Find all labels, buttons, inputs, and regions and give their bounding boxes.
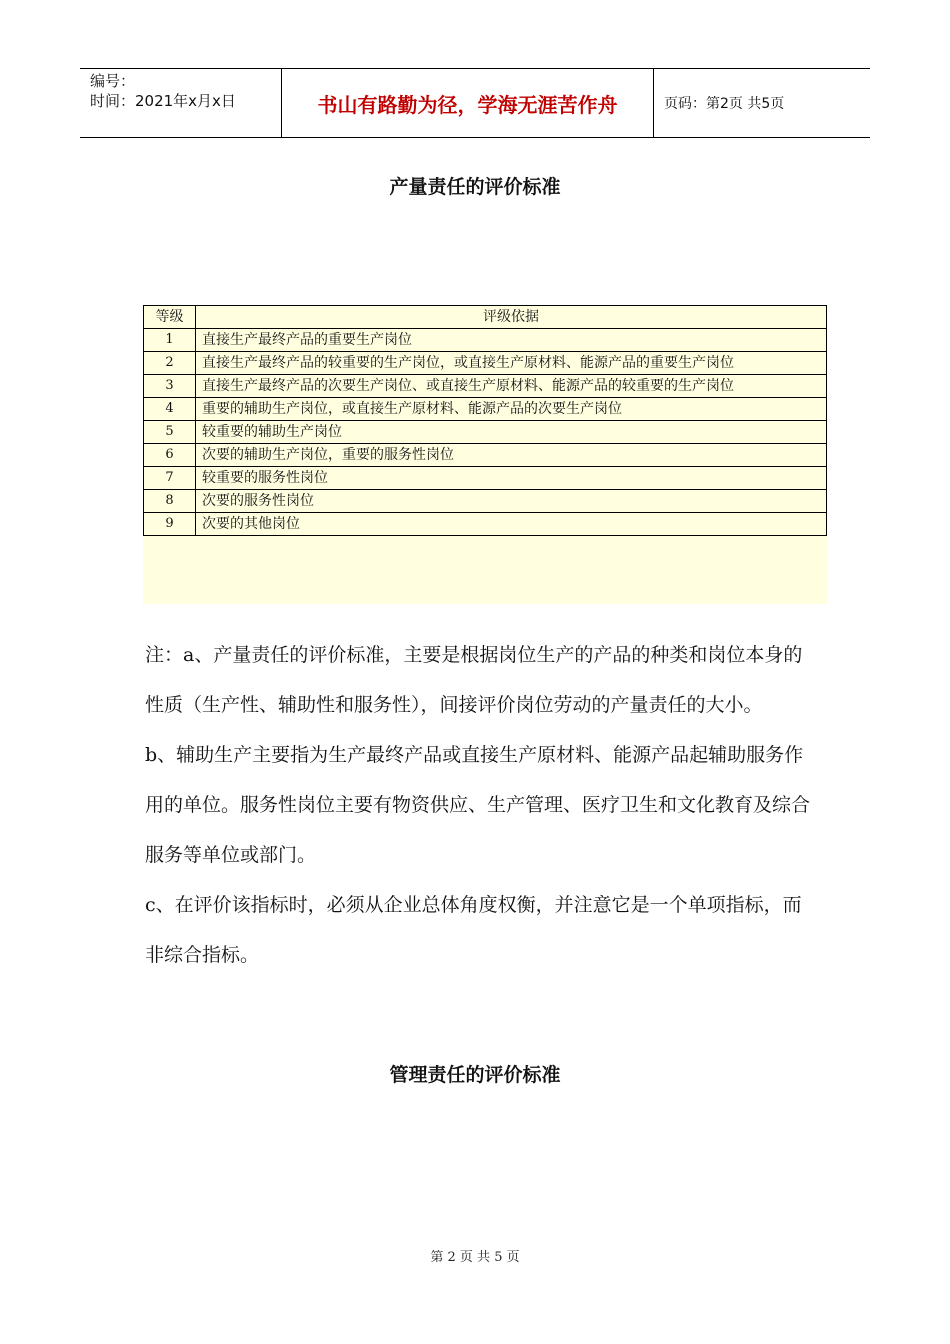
grade-cell: 7 bbox=[144, 467, 196, 490]
basis-cell: 次要的服务性岗位 bbox=[196, 490, 827, 513]
table-row bbox=[144, 375, 827, 398]
basis-cell: 直接生产最终产品的重要生产岗位 bbox=[196, 329, 827, 352]
table-row bbox=[144, 444, 827, 467]
table-row bbox=[144, 513, 827, 536]
note-b: b、辅助生产主要指为生产最终产品或直接生产原材料、能源产品起辅助服务作用的单位。服务性岗位主要有物资供应、生产管理、医疗卫生和文化教育及综合服务等单位或部门。 bbox=[145, 744, 811, 866]
section-title-output-responsibility: 产量责任的评价标准 bbox=[389, 176, 561, 198]
grade-cell: 1 bbox=[144, 329, 196, 352]
table-row bbox=[144, 352, 827, 375]
basis-cell: 较重要的服务性岗位 bbox=[196, 467, 827, 490]
grade-cell: 9 bbox=[144, 513, 196, 536]
grade-cell: 5 bbox=[144, 421, 196, 444]
header-motto: 书山有路勤为径，学海无涯苦作舟 bbox=[282, 69, 654, 137]
table-row bbox=[144, 398, 827, 421]
time-line: 时间：2021年x月x日 bbox=[90, 92, 236, 110]
grade-cell: 8 bbox=[144, 490, 196, 513]
grade-cell: 6 bbox=[144, 444, 196, 467]
header-meta bbox=[80, 69, 282, 137]
page-header bbox=[80, 68, 870, 138]
table-row bbox=[144, 467, 827, 490]
basis-cell: 较重要的辅助生产岗位 bbox=[196, 421, 827, 444]
table-row bbox=[144, 329, 827, 352]
grade-table-container bbox=[143, 305, 827, 604]
basis-cell: 次要的其他岗位 bbox=[196, 513, 827, 536]
grade-table bbox=[143, 305, 827, 536]
header-grade: 等级 bbox=[144, 306, 196, 329]
grade-cell: 4 bbox=[144, 398, 196, 421]
notes-block bbox=[145, 630, 815, 980]
basis-cell: 直接生产最终产品的次要生产岗位、或直接生产原材料、能源产品的较重要的生产岗位 bbox=[196, 375, 827, 398]
basis-cell: 直接生产最终产品的较重要的生产岗位，或直接生产原材料、能源产品的重要生产岗位 bbox=[196, 352, 827, 375]
basis-cell: 次要的辅助生产岗位，重要的服务性岗位 bbox=[196, 444, 827, 467]
table-row bbox=[144, 490, 827, 513]
page-footer: 第 2 页 共 5 页 bbox=[430, 1250, 520, 1265]
basis-cell: 重要的辅助生产岗位，或直接生产原材料、能源产品的次要生产岗位 bbox=[196, 398, 827, 421]
header-page-info: 页码：第2页 共5页 bbox=[664, 96, 785, 112]
header-basis: 评级依据 bbox=[196, 306, 827, 329]
grade-cell: 3 bbox=[144, 375, 196, 398]
grade-cell: 2 bbox=[144, 352, 196, 375]
table-row bbox=[144, 421, 827, 444]
section-title-management-responsibility: 管理责任的评价标准 bbox=[389, 1064, 561, 1086]
table-header-row bbox=[144, 306, 827, 329]
serial-label: 编号： bbox=[90, 72, 136, 90]
note-c: c、在评价该指标时，必须从企业总体角度权衡，并注意它是一个单项指标，而非综合指标。 bbox=[145, 894, 802, 966]
note-a: 注：a、产量责任的评价标准，主要是根据岗位生产的产品的种类和岗位本身的性质（生产性、辅助性和服务性），间接评价岗位劳动的产量责任的大小。 bbox=[145, 644, 803, 716]
